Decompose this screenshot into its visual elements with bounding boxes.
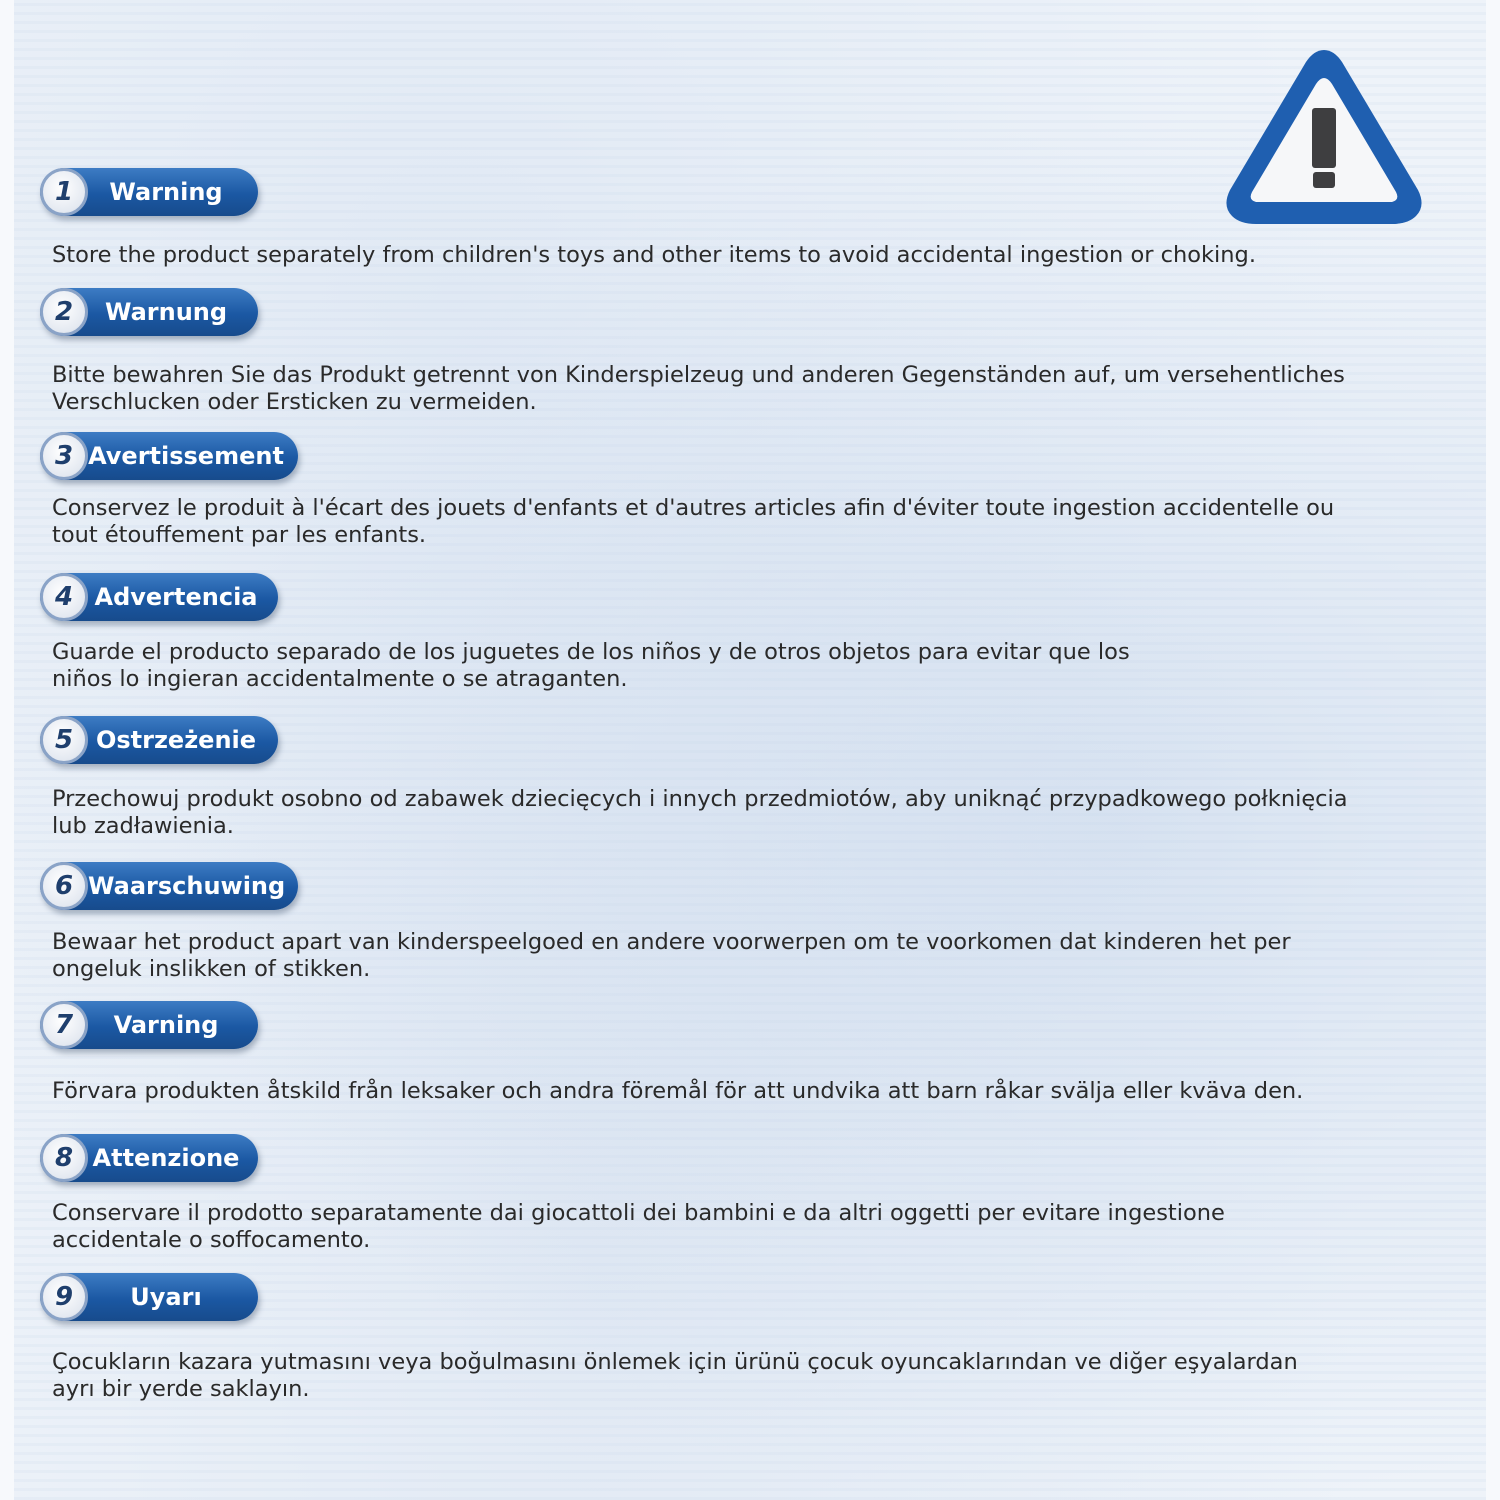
- text-line: Bewaar het product apart van kinderspeelgoed en andere voorwerpen om te voorkomen dat kinderen het per: [52, 929, 1291, 955]
- text-line: Guarde el producto separado de los juguetes de los niños y de otros objetos para evitar que los: [52, 639, 1130, 665]
- text-line: Çocukların kazara yutmasını veya boğulmasını önlemek için ürünü çocuk oyuncaklarından ve diğer eşyalardan: [52, 1349, 1298, 1375]
- section-badge: [40, 862, 298, 910]
- section-number: 4: [40, 573, 88, 621]
- section-title: Warnung: [104, 298, 228, 326]
- section-text: [52, 639, 1130, 693]
- section-badge: [40, 168, 258, 216]
- text-line: ongeluk inslikken of stikken.: [52, 956, 371, 982]
- text-line: Förvara produkten åtskild från leksaker och andra föremål för att undvika att barn råkar svälja eller kväva den.: [52, 1078, 1304, 1104]
- section-title: Waarschuwing: [88, 872, 286, 900]
- text-line: niños lo ingieran accidentalmente o se atraganten.: [52, 666, 628, 692]
- section-number: 6: [40, 862, 88, 910]
- text-line: Verschlucken oder Ersticken zu vermeiden.: [52, 389, 537, 415]
- section-title: Warning: [109, 178, 223, 206]
- section-number: 8: [40, 1134, 88, 1182]
- text-line: Bitte bewahren Sie das Produkt getrennt von Kinderspielzeug und anderen Gegenständen auf, um versehentliches: [52, 362, 1345, 388]
- section-text: [52, 1349, 1298, 1403]
- warning-triangle-icon: [1220, 40, 1428, 232]
- section-badge: [40, 1001, 258, 1049]
- section-number: 5: [40, 716, 88, 764]
- section-text: [52, 242, 1256, 269]
- text-line: Conservez le produit à l'écart des jouets d'enfants et d'autres articles afin d'éviter toute ingestion accidentelle ou: [52, 495, 1335, 521]
- section-title: Advertencia: [94, 583, 258, 611]
- text-line: ayrı bir yerde saklayın.: [52, 1376, 310, 1402]
- text-line: tout étouffement par les enfants.: [52, 522, 427, 548]
- section-title: Ostrzeżenie: [95, 726, 257, 754]
- section-title: Avertissement: [88, 442, 284, 470]
- section-number: 2: [40, 288, 88, 336]
- section-title: Uyarı: [130, 1283, 202, 1311]
- section-text: [52, 1200, 1225, 1254]
- section-text: [52, 495, 1334, 549]
- text-line: accidentale o soffocamento.: [52, 1227, 371, 1253]
- section-text: [52, 929, 1291, 983]
- text-line: Przechowuj produkt osobno od zabawek dziecięcych i innych przedmiotów, aby uniknąć przypadkowego połknięcia: [52, 786, 1348, 812]
- section-badge: [40, 1134, 258, 1182]
- section-number: 7: [40, 1001, 88, 1049]
- section-badge: [40, 288, 258, 336]
- section-number: 3: [40, 432, 88, 480]
- section-title: Attenzione: [92, 1144, 240, 1172]
- section-text: [52, 1078, 1303, 1105]
- text-line: lub zadławienia.: [52, 813, 234, 839]
- section-badge: [40, 716, 278, 764]
- section-text: [52, 362, 1345, 416]
- section-badge: [40, 573, 278, 621]
- text-line: Conservare il prodotto separatamente dai giocattoli dei bambini e da altri oggetti per evitare ingestione: [52, 1200, 1225, 1226]
- section-number: 9: [40, 1273, 88, 1321]
- section-badge: [40, 432, 298, 480]
- text-line: Store the product separately from children's toys and other items to avoid accidental ingestion or choking.: [52, 242, 1256, 268]
- section-badge: [40, 1273, 258, 1321]
- section-number: 1: [40, 168, 88, 216]
- section-title: Varning: [113, 1011, 219, 1039]
- section-text: [52, 786, 1348, 840]
